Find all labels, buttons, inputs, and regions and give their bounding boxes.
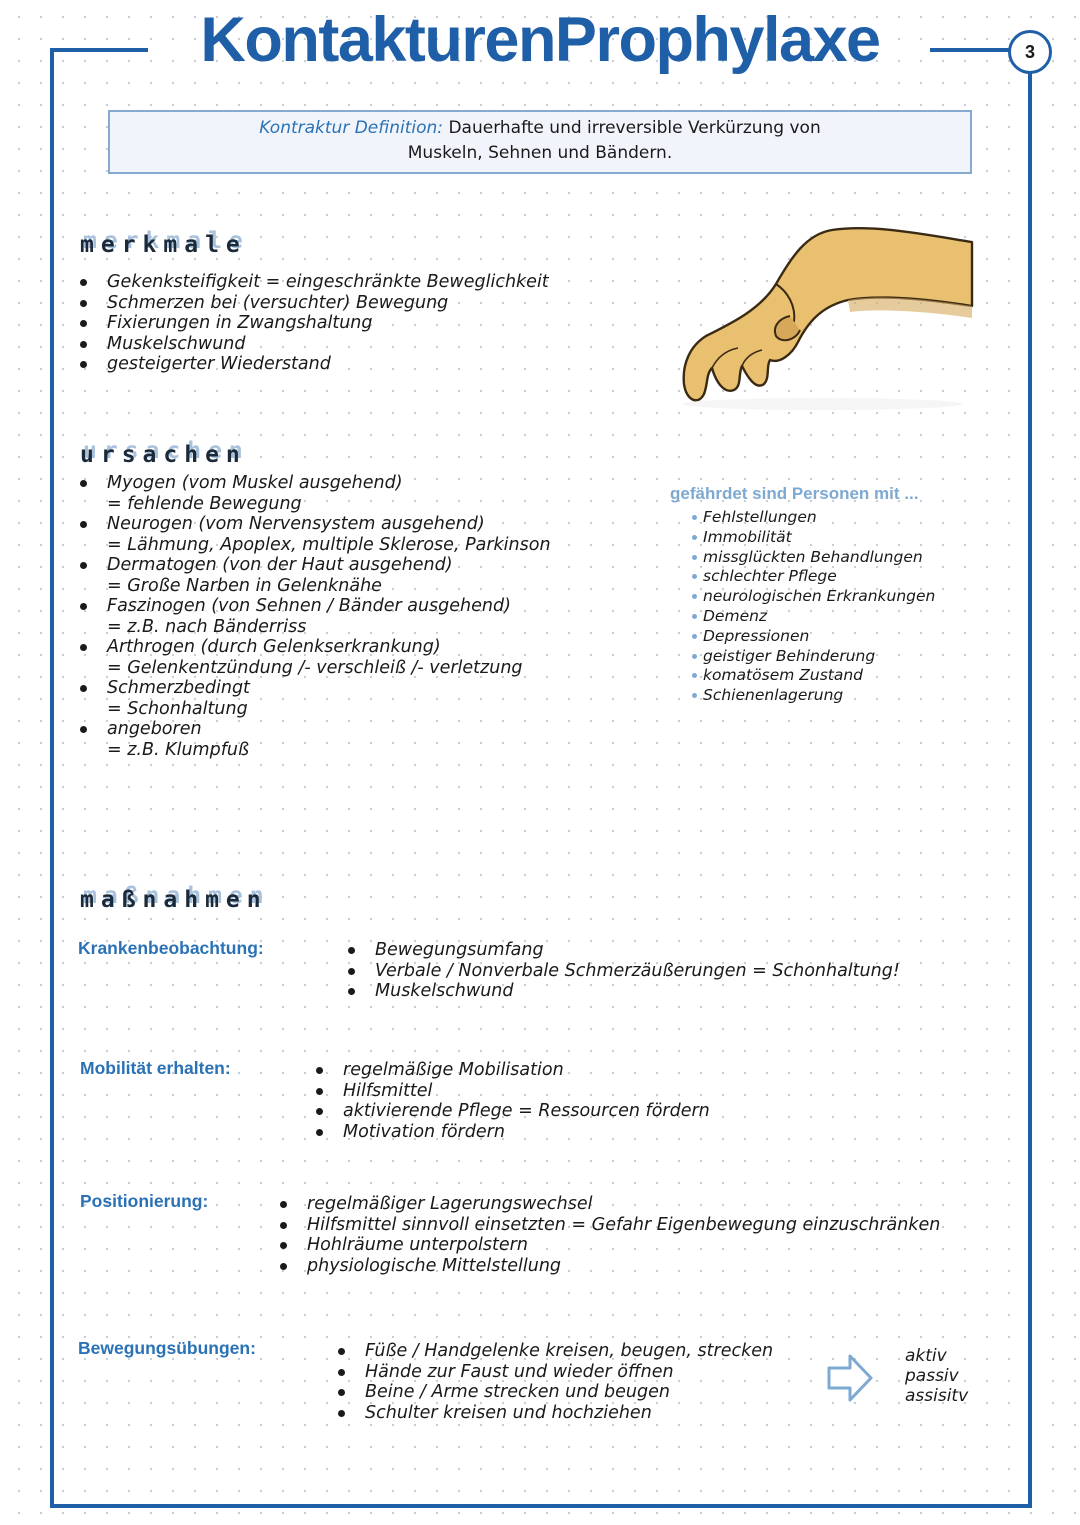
list-item: Depressionen	[692, 627, 935, 647]
list-item: neurologischen Erkrankungen	[692, 587, 935, 607]
frame-border-top-right	[930, 48, 1010, 52]
list-item: Schienenlagerung	[692, 686, 935, 706]
page-title: KontakturenProphylaxe	[200, 5, 880, 75]
frame-border-bottom	[50, 1504, 1032, 1508]
list-item: Fixierungen in Zwangshaltung	[78, 313, 549, 334]
list-item: Motivation fördern	[314, 1122, 710, 1143]
contracted-hand-illustration	[672, 214, 976, 412]
list-item: Hilfsmittel	[314, 1081, 710, 1102]
list-item: geistiger Behinderung	[692, 647, 935, 667]
positionierung-list	[278, 1194, 940, 1276]
list-item: Füße / Handgelenke kreisen, beugen, strecken	[336, 1341, 773, 1362]
frame-border-right	[1028, 66, 1032, 1508]
list-item: Fehlstellungen	[692, 508, 935, 528]
list-item: Hände zur Faust und wieder öffnen	[336, 1362, 773, 1383]
exercise-modes	[905, 1346, 968, 1406]
list-item: Schulter kreisen und hochziehen	[336, 1403, 773, 1424]
mobilitaet-list	[314, 1060, 710, 1142]
list-item: aktivierende Pflege = Ressourcen fördern	[314, 1101, 710, 1122]
list-item: Neurogen (vom Nervensystem ausgehend) = Lähmung, Apoplex, multiple Sklerose, Parkinson	[78, 514, 551, 555]
list-item: Schmerzbedingt = Schonhaltung	[78, 678, 551, 719]
right-arrow-icon	[826, 1352, 874, 1404]
merkmale-heading: merkmale	[80, 232, 247, 258]
merkmale-list	[78, 272, 549, 375]
list-item: Schmerzen bei (versuchter) Bewegung	[78, 293, 549, 314]
risk-title: gefährdet sind Personen mit ...	[670, 484, 919, 503]
krankenbeobachtung-label: Krankenbeobachtung:	[78, 938, 264, 958]
list-item: Faszinogen (von Sehnen / Bänder ausgehend) = z.B. nach Bänderriss	[78, 596, 551, 637]
mode-aktiv: aktiv	[905, 1346, 947, 1366]
bewegungsuebungen-label: Bewegungsübungen:	[78, 1338, 256, 1358]
list-item: regelmäßige Mobilisation	[314, 1060, 710, 1081]
definition-line-1	[110, 116, 970, 141]
list-item: Hilfsmittel sinnvoll einsetzten = Gefahr Eigenbewegung einzuschränken	[278, 1215, 940, 1236]
bewegungsuebungen-list	[336, 1341, 773, 1423]
list-item: Immobilität	[692, 528, 935, 548]
list-item: Verbale / Nonverbale Schmerzäußerungen = Schonhaltung!	[346, 961, 900, 982]
list-item: Gekenksteifigkeit = eingeschränkte Beweglichkeit	[78, 272, 549, 293]
list-item: regelmäßiger Lagerungswechsel	[278, 1194, 940, 1215]
list-item: Myogen (vom Muskel ausgehend) = fehlende Bewegung	[78, 473, 551, 514]
list-item: Hohlräume unterpolstern	[278, 1235, 940, 1256]
list-item: angeboren = z.B. Klumpfuß	[78, 719, 551, 760]
mode-assisitv: assisitv	[905, 1386, 969, 1406]
list-item: Demenz	[692, 607, 935, 627]
list-item: gesteigerter Wiederstand	[78, 354, 549, 375]
positionierung-label: Positionierung:	[80, 1191, 209, 1211]
list-item: komatösem Zustand	[692, 666, 935, 686]
list-item: Dermatogen (von der Haut ausgehend) = Große Narben in Gelenknähe	[78, 555, 551, 596]
mode-passiv: passiv	[905, 1366, 959, 1386]
list-item: missglückten Behandlungen	[692, 548, 935, 568]
krankenbeobachtung-list	[346, 940, 900, 1002]
mobilitaet-label: Mobilität erhalten:	[80, 1058, 231, 1078]
risk-list	[692, 508, 935, 706]
list-item: Bewegungsumfang	[346, 940, 900, 961]
list-item: physiologische Mittelstellung	[278, 1256, 940, 1277]
list-item: Arthrogen (durch Gelenkserkrankung) = Gelenkentzündung /- verschleiß /- verletzung	[78, 637, 551, 678]
frame-border-top-left	[50, 48, 148, 52]
definition-text-1: Dauerhafte und irreversible Verkürzung von	[448, 118, 821, 138]
definition-box	[108, 110, 972, 174]
list-item: Muskelschwund	[78, 334, 549, 355]
definition-label: Kontraktur Definition:	[259, 118, 444, 138]
list-item: schlechter Pflege	[692, 567, 935, 587]
page-number: 3	[1008, 30, 1052, 74]
ursachen-heading: ursachen	[80, 442, 247, 468]
list-item: Muskelschwund	[346, 981, 900, 1002]
massnahmen-heading: maßnahmen	[80, 887, 268, 913]
list-item: Beine / Arme strecken und beugen	[336, 1382, 773, 1403]
ursachen-list	[78, 473, 551, 760]
frame-border-left	[50, 48, 54, 1508]
definition-text-2: Muskeln, Sehnen und Bändern.	[407, 143, 673, 163]
